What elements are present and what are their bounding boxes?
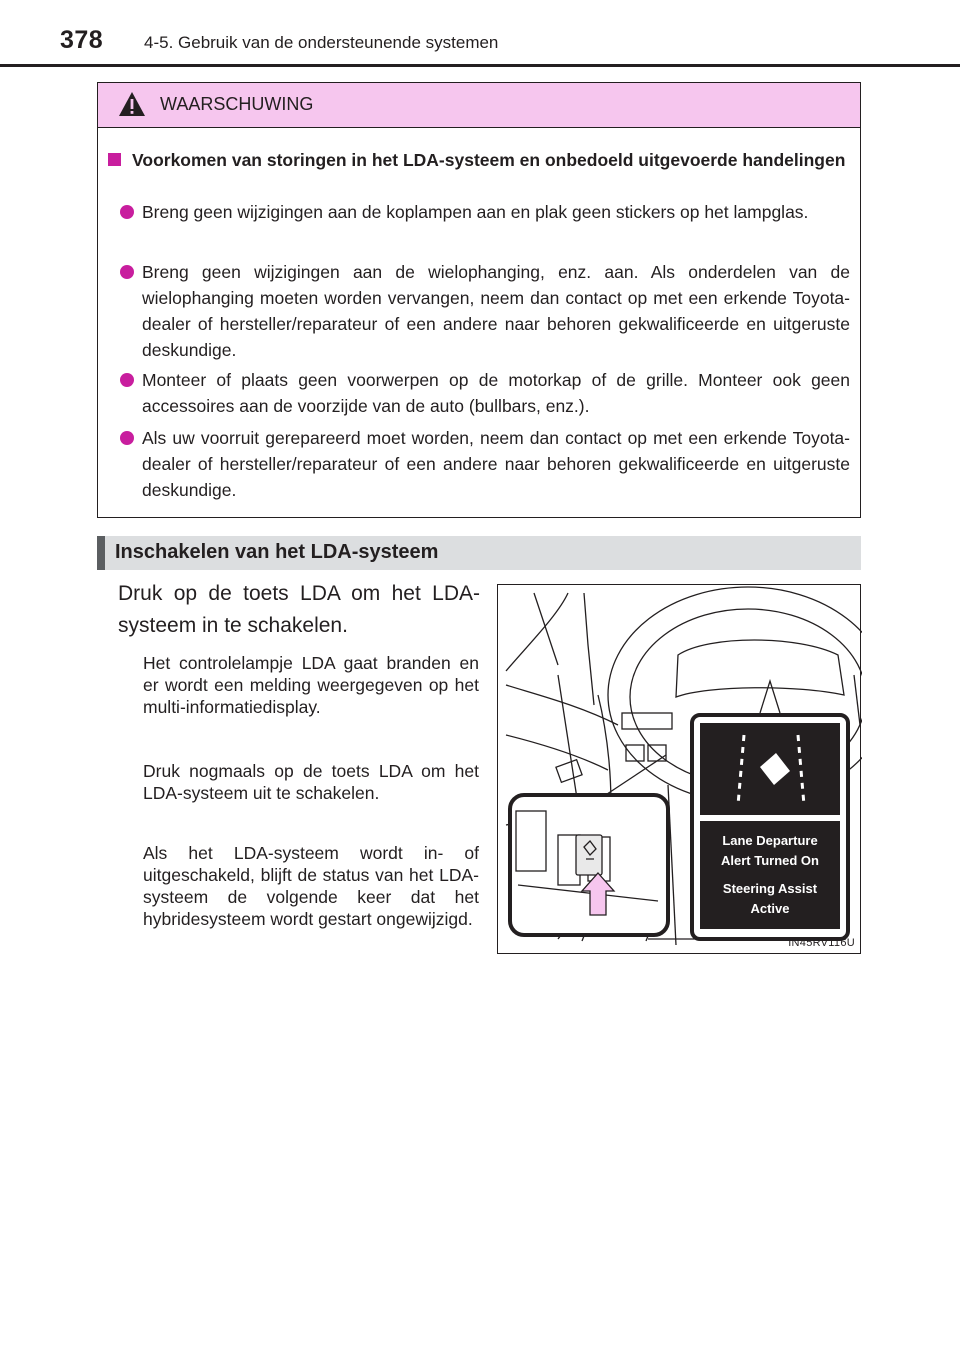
warning-bullet: Als uw voorruit gerepareerd moet worden, neem dan contact op met een erkende Toyota-dealer of hersteller/reparateur of een andere naar behoren gekwalificeerde en uitgeruste deskundige. bbox=[120, 425, 850, 503]
warning-bullet: Monteer of plaats geen voorwerpen op de motorkap of de grille. Monteer ook geen accessoires aan de voorzijde van de auto (bullbars, enz.). bbox=[120, 367, 850, 419]
note-paragraph: Druk nogmaals op de toets LDA om het LDA-systeem uit te schakelen. bbox=[143, 761, 479, 803]
display-line: Active bbox=[750, 901, 790, 916]
display-line: Alert Turned On bbox=[721, 853, 819, 868]
warning-bullet: Breng geen wijzigingen aan de wielophanging, enz. aan. Als onderdelen van de wielophanging moeten worden vervangen, neem dan contact op met een erkende Toyota-dealer of hersteller/reparateur of een andere naar behoren gekwalificeerde en uitgeruste deskundige. bbox=[120, 259, 850, 363]
dashboard-illustration bbox=[497, 584, 861, 954]
circle-bullet-icon bbox=[120, 205, 134, 219]
chapter-title: 4-5. Gebruik van de ondersteunende systemen bbox=[144, 33, 499, 52]
page-number: 378 bbox=[60, 26, 104, 54]
header-rule bbox=[0, 64, 960, 67]
circle-bullet-icon bbox=[120, 265, 134, 279]
main-instruction: Druk op de toets LDA om het LDA-systeem in te schakelen. bbox=[118, 582, 480, 637]
section-bar-edge bbox=[97, 536, 105, 570]
circle-bullet-icon bbox=[120, 431, 134, 445]
warning-title: WAARSCHUWING bbox=[160, 94, 314, 114]
warning-bullet: Breng geen wijzigingen aan de koplampen aan en plak geen stickers op het lampglas. bbox=[120, 199, 850, 225]
figure-code: IN45RV116U bbox=[788, 937, 855, 949]
section-heading-bar bbox=[97, 536, 861, 570]
note-paragraph: Het controlelampje LDA gaat branden en er wordt een melding weergegeven op het multi-informatiedisplay. bbox=[143, 653, 479, 717]
warning-box bbox=[97, 82, 861, 518]
dashboard-drawing bbox=[498, 585, 862, 955]
warning-heading: Voorkomen van storingen in het LDA-systeem en onbedoeld uitgevoerde handelingen bbox=[108, 147, 850, 173]
warning-header bbox=[98, 83, 860, 128]
circle-bullet-icon bbox=[120, 373, 134, 387]
display-line: Lane Departure bbox=[722, 833, 818, 848]
section-heading: Inschakelen van het LDA-systeem bbox=[115, 541, 439, 563]
square-bullet-icon bbox=[108, 153, 121, 166]
note-paragraph: Als het LDA-systeem wordt in- of uitgeschakeld, blijft de status van het LDA-systeem de volgende keer dat het hybridesysteem wordt gestart ongewijzigd. bbox=[143, 843, 479, 929]
display-line: Steering Assist bbox=[722, 881, 818, 896]
warning-icon bbox=[118, 91, 146, 117]
page-header bbox=[60, 26, 900, 66]
